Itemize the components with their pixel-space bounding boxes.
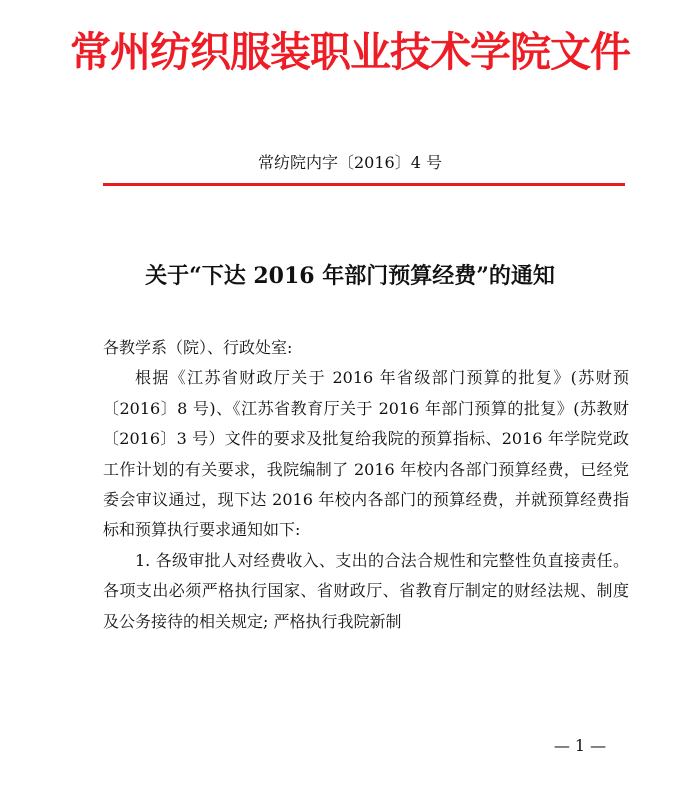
- red-header-rule: [103, 183, 625, 186]
- page-number: — 1 —: [553, 736, 607, 755]
- body-paragraph: 1. 各级审批人对经费收入、支出的合法合规性和完整性负直接责任。各项支出必须严格执行国家、省财政厅、省教育厅制定的财经法规、制度及公务接待的相关规定; 严格执行我院新制: [103, 550, 629, 631]
- salutation: 各教学系（院）、行政处室:: [103, 338, 293, 357]
- document-header-title: 常州纺织服装职业技术学院文件: [70, 28, 630, 76]
- document-body: [103, 333, 629, 637]
- document-number: 常纺院内字〔2016〕4 号: [258, 153, 442, 172]
- body-paragraph: 根据《江苏省财政厅关于 2016 年省级部门预算的批复》(苏财预〔2016〕8 号)、《江苏省教育厅关于 2016 年部门预算的批复》(苏教财〔2016〕3 号）文件的要求及批复给我院的预算指标、2016 年学院党政工作计划的有关要求，我院编制了 2016 年校内各部门预算经费，已经党委会审议通过，现下达 2016 年校内各部门的预算经费，并就预算经费指标和预算执行要求通知如下:: [103, 368, 629, 540]
- notice-title: 关于“下达 2016 年部门预算经费”的通知: [145, 263, 555, 289]
